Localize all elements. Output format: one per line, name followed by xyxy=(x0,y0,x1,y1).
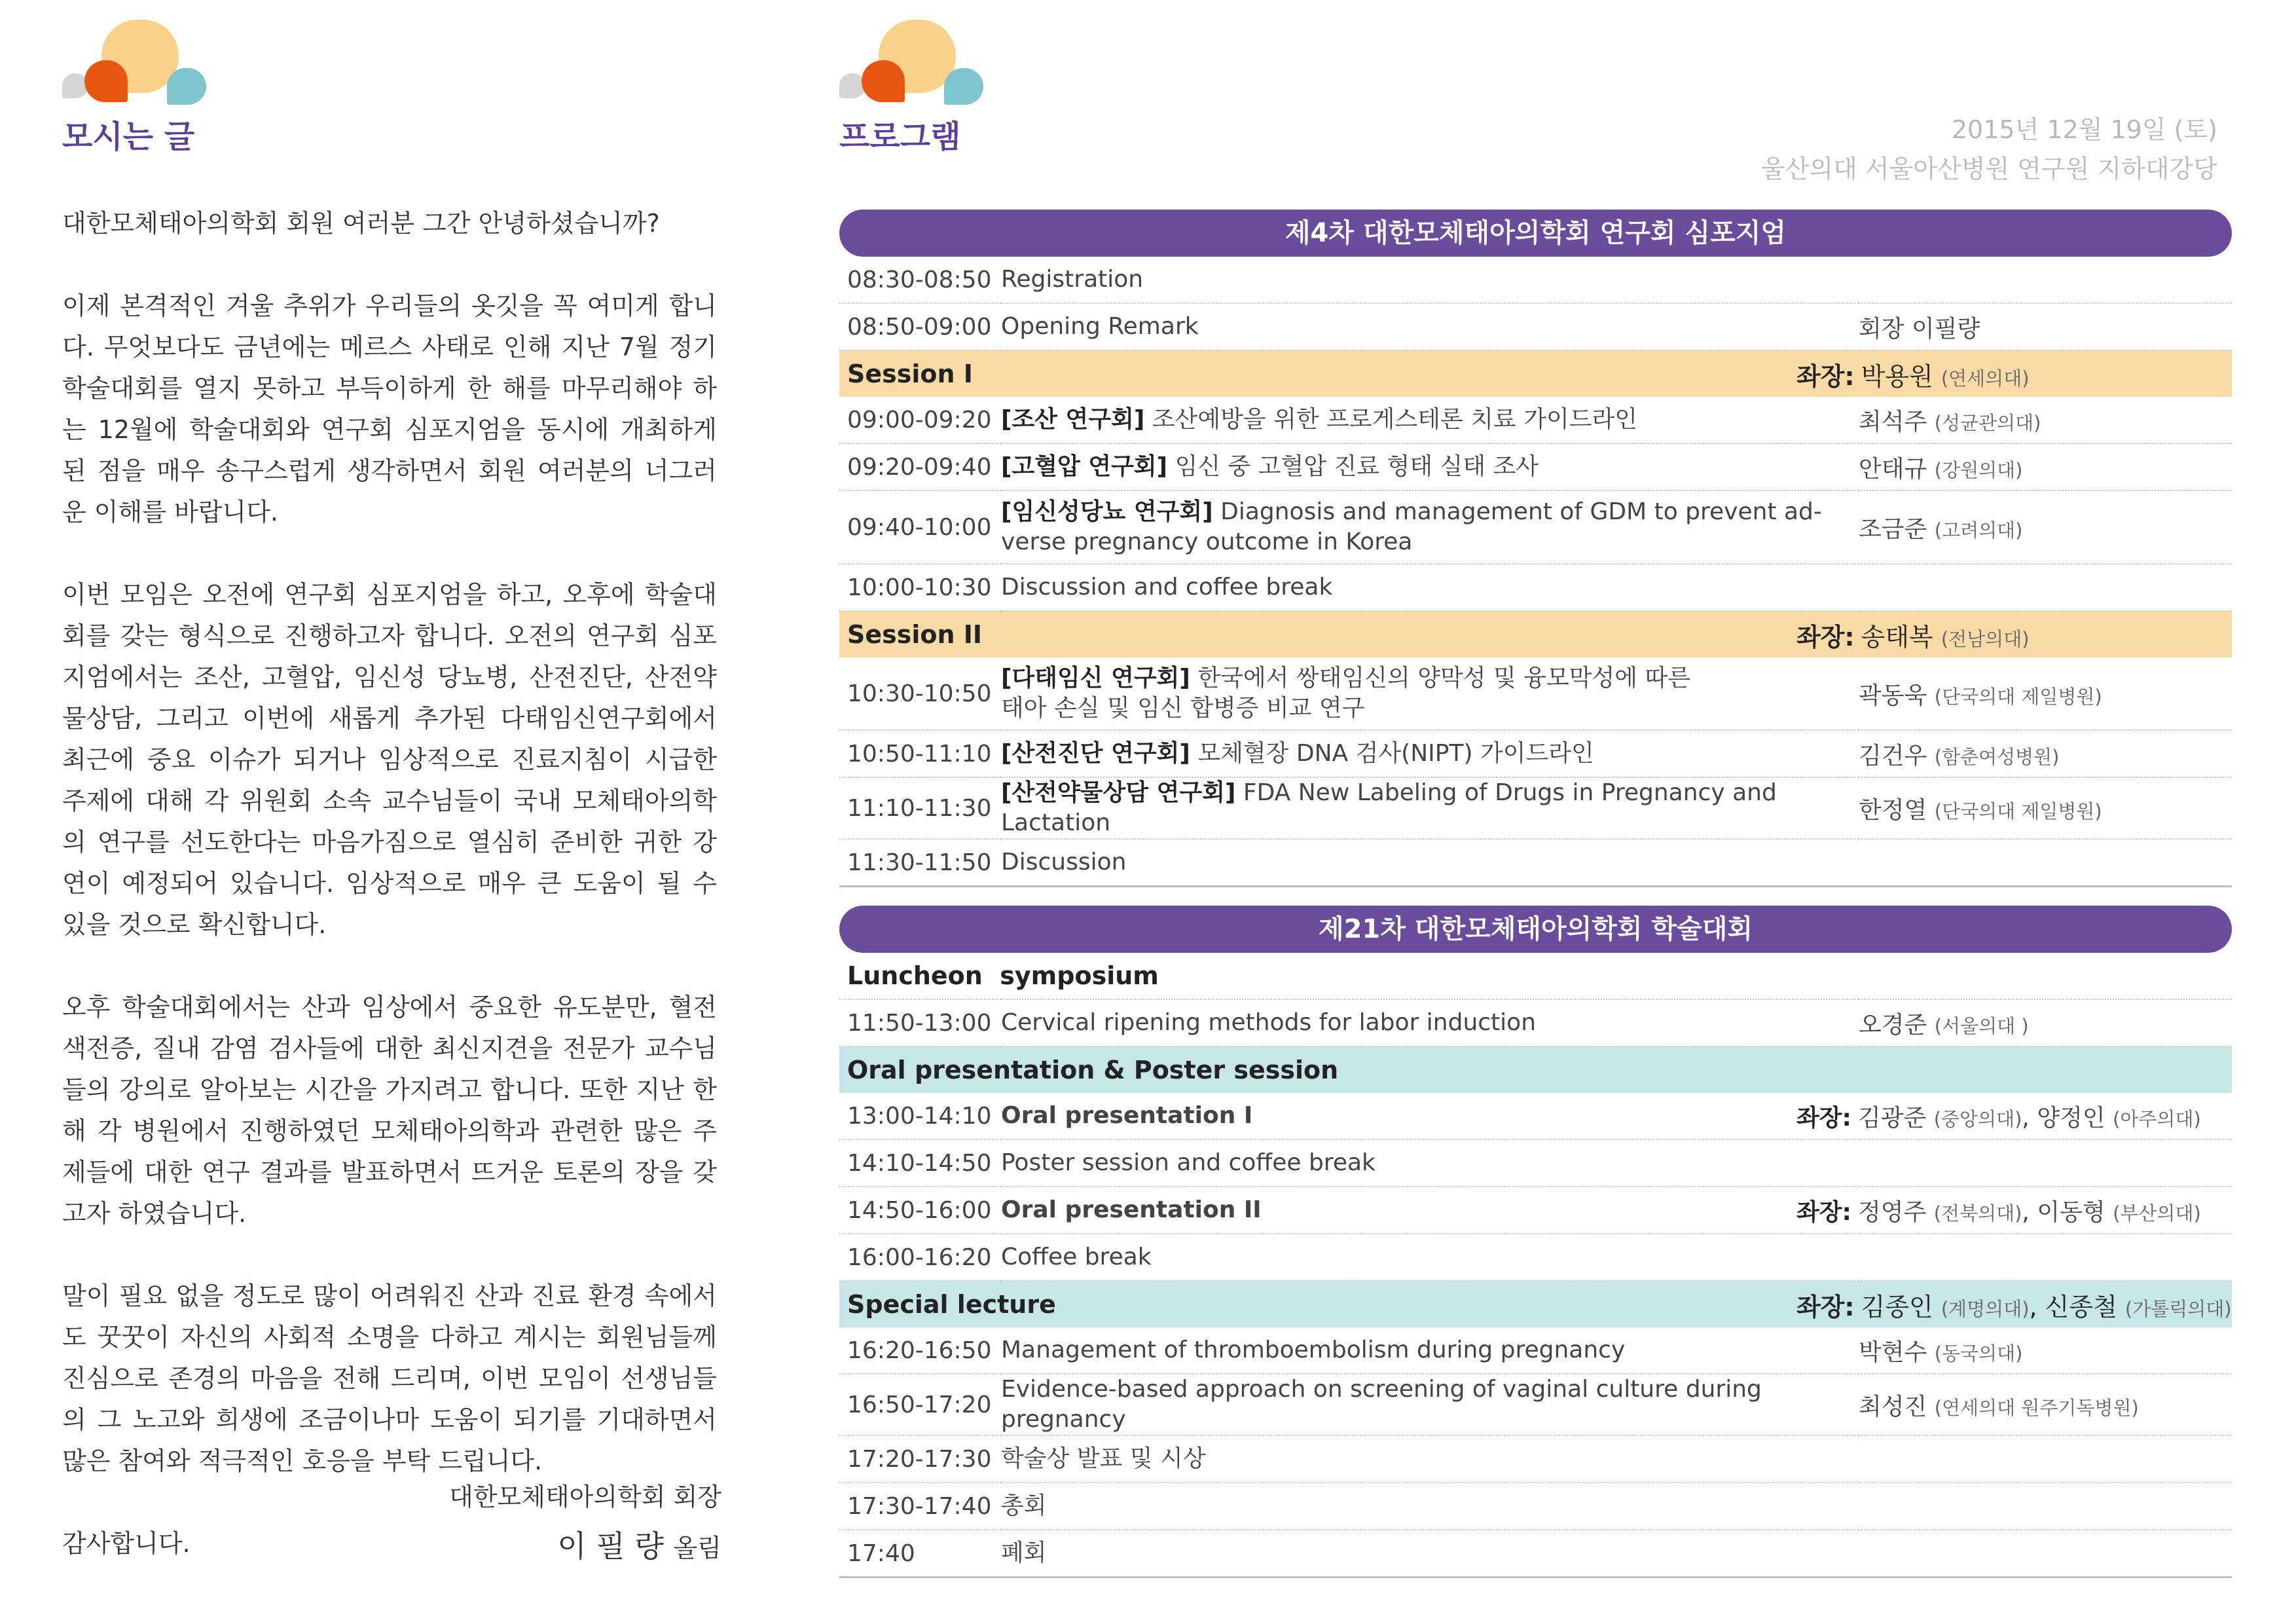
session-name: Special lecture xyxy=(839,1281,1859,1327)
time-cell: 11:30-11:50 xyxy=(839,839,1001,887)
table-row xyxy=(839,1093,2232,1139)
title-cell: Management of thromboembolism during pregnancy xyxy=(1001,1327,1859,1374)
greeting: 대한모체태아의학회 회원 여러분 그간 안녕하셨습니까? xyxy=(62,209,660,238)
session-header xyxy=(839,1281,2232,1327)
chair-name: 양정인 xyxy=(2037,1104,2105,1132)
speaker-cell xyxy=(1859,1139,2232,1187)
research-group-tag: [고혈압 연구회] xyxy=(1001,453,1168,480)
speaker-affiliation: (강원의대) xyxy=(1934,458,2023,481)
title-cell xyxy=(1001,490,1859,564)
title-cell: Coffee break xyxy=(1001,1234,1859,1281)
time-cell: 16:20-16:50 xyxy=(839,1327,1001,1374)
speaker-cell xyxy=(1859,257,2232,303)
speaker-affiliation: (동국의대) xyxy=(1934,1342,2023,1365)
title-cell: Discussion xyxy=(1001,839,1859,887)
time-cell: 14:50-16:00 xyxy=(839,1187,1001,1234)
speaker-cell xyxy=(1859,839,2232,887)
talk-title: 모체혈장 DNA 검사(NIPT) 가이드라인 xyxy=(1197,740,1594,767)
speaker-affiliation: (서울의대 ) xyxy=(1934,1014,2029,1037)
speaker-cell xyxy=(1859,657,2232,730)
invitation-letter xyxy=(62,203,717,1602)
time-cell: 10:00-10:30 xyxy=(839,564,1001,611)
session-name: Luncheon symposium xyxy=(839,953,2232,999)
session-name: Session I xyxy=(839,350,1859,397)
talk-title: FDA New Labeling of Drugs in Pregnancy and Lactation xyxy=(1001,779,1777,836)
section-title-invitation: 모시는 글 xyxy=(62,119,195,155)
talk-title: 조산예방을 위한 프로게스테론 치료 가이드라인 xyxy=(1152,406,1638,433)
time-cell: 16:00-16:20 xyxy=(839,1234,1001,1281)
chair-label: 좌장: xyxy=(1796,1198,1851,1226)
time-cell: 11:10-11:30 xyxy=(839,777,1001,839)
table-row xyxy=(839,1374,2232,1435)
talk-title: Diagnosis and management of GDM to prevent ad- xyxy=(1220,498,1822,525)
speaker-cell xyxy=(1859,999,2232,1046)
signature-suffix: 올림 xyxy=(673,1534,721,1562)
speaker-affiliation: (성균관의대) xyxy=(1934,411,2041,434)
time-cell: 14:10-14:50 xyxy=(839,1139,1001,1187)
chair-name: 이동형 xyxy=(2037,1198,2105,1226)
time-cell: 17:20-17:30 xyxy=(839,1435,1001,1483)
title-cell: Poster session and coffee break xyxy=(1001,1139,1859,1187)
speaker-name: 최석주 xyxy=(1859,408,1927,435)
chair-cell: 좌장: 정영주 (전북의대), 이동형 (부산의대) xyxy=(1859,1187,2232,1234)
signature-name: 이 필 량 xyxy=(557,1528,664,1564)
title-cell: Evidence-based approach on screening of vaginal culture during pregnancy xyxy=(1001,1374,1859,1435)
research-group-tag: [다태임신 연구회] xyxy=(1001,665,1190,692)
title-cell: Registration xyxy=(1001,257,1859,303)
chair-label: 좌장: xyxy=(1796,1292,1855,1321)
title-cell: Oral presentation II xyxy=(1001,1187,1859,1234)
time-cell: 09:40-10:00 xyxy=(839,490,1001,564)
speaker-affiliation: (함춘여성병원) xyxy=(1934,745,2060,768)
speaker-affiliation: (고려의대) xyxy=(1934,519,2023,542)
time-cell: 10:30-10:50 xyxy=(839,657,1001,730)
chair-name: 정영주 xyxy=(1857,1198,1927,1226)
chair-name: 신종철 xyxy=(2045,1292,2117,1321)
time-cell: 09:00-09:20 xyxy=(839,397,1001,443)
table-row xyxy=(839,564,2232,611)
conference-table xyxy=(839,953,2232,1578)
title-cell: Oral presentation I xyxy=(1001,1093,1859,1139)
time-cell: 10:50-11:10 xyxy=(839,730,1001,777)
time-cell: 09:20-09:40 xyxy=(839,443,1001,490)
title-cell xyxy=(1001,657,1859,730)
session-header xyxy=(839,1046,2232,1093)
chair-affiliation: (계명의대) xyxy=(1941,1297,2030,1320)
chair-name: 김광준 xyxy=(1857,1104,1927,1132)
paragraph: 말이 필요 없을 정도로 많이 어려워진 산과 진료 환경 속에서도 꿋꿋이 자신의 사회적 소명을 다하고 계시는 회원님들께 진심으로 존경의 마음을 전해 드리며, 이번 모임이 선생님들의 그 노고와 희생에 조금이나마 도움이 되기를 기대하면서 많은 참여와 적극적인 호응을 부탁 드립니다. xyxy=(62,1282,717,1475)
chair-label: 좌장: xyxy=(1796,361,1855,391)
table-row xyxy=(839,839,2232,887)
title-cell xyxy=(1001,730,1859,777)
speech-bubble-logo-icon xyxy=(62,14,219,106)
title-cell: 폐회 xyxy=(1001,1530,1859,1578)
speech-bubble-logo-icon xyxy=(839,14,996,106)
speaker-cell xyxy=(1859,1234,2232,1281)
speaker-name: 오경준 xyxy=(1859,1011,1927,1039)
session-name: Oral presentation & Poster session xyxy=(839,1046,2232,1093)
chair-affiliation: (전북의대) xyxy=(1933,1202,2022,1225)
session-header xyxy=(839,953,2232,999)
table-row xyxy=(839,657,2232,730)
table-row xyxy=(839,443,2232,490)
speaker-name: 곽동욱 xyxy=(1859,682,1927,709)
session-chair: 좌장: 김종인 (계명의대), 신종철 (가톨릭의대) xyxy=(1859,1281,2232,1327)
chair-name: 박용원 xyxy=(1861,361,1933,391)
title-cell xyxy=(1001,443,1859,490)
chair-affiliation: (가톨릭의대) xyxy=(2124,1297,2232,1320)
chair-name: 김종인 xyxy=(1861,1292,1933,1321)
chair-label: 좌장: xyxy=(1796,1104,1851,1132)
table-row xyxy=(839,777,2232,839)
chair-affiliation: (연세의대) xyxy=(1941,367,2030,390)
speaker-name: 박현수 xyxy=(1859,1338,1927,1366)
speaker-name: 안태규 xyxy=(1859,455,1927,483)
table-row xyxy=(839,1234,2232,1281)
speaker-cell xyxy=(1859,1435,2232,1483)
time-cell: 08:30-08:50 xyxy=(839,257,1001,303)
talk-title-cont: verse pregnancy outcome in Korea xyxy=(1001,528,1413,555)
speaker-cell xyxy=(1859,490,2232,564)
speaker-cell xyxy=(1859,777,2232,839)
speaker-affiliation: (연세의대 원주기독병원) xyxy=(1934,1396,2139,1419)
session-chair xyxy=(1796,611,2232,657)
session-header xyxy=(839,611,2232,657)
table-row xyxy=(839,397,2232,443)
chair-cell: 좌장: 김광준 (중앙의대), 양정인 (아주의대) xyxy=(1859,1093,2232,1139)
signature-org: 대한모체태아의학회 회장 xyxy=(449,1483,721,1511)
time-cell: 11:50-13:00 xyxy=(839,999,1001,1046)
time-cell: 13:00-14:10 xyxy=(839,1093,1001,1139)
session-header xyxy=(839,350,2232,397)
session-name: Session II xyxy=(839,611,1859,657)
speaker-affiliation: (단국의대 제일병원) xyxy=(1934,685,2102,708)
symposium-table xyxy=(839,257,2232,887)
title-cell: Cervical ripening methods for labor induction xyxy=(1001,999,1859,1046)
speaker-cell xyxy=(1859,397,2232,443)
talk-title: 임신 중 고혈압 진료 형태 실태 조사 xyxy=(1175,453,1539,480)
time-cell: 16:50-17:20 xyxy=(839,1374,1001,1435)
table-row xyxy=(839,1327,2232,1374)
chair-affiliation: (전남의대) xyxy=(1941,627,2030,650)
research-group-tag: [임신성당뇨 연구회] xyxy=(1001,498,1213,525)
table-row xyxy=(839,1435,2232,1483)
chair-name: 송태복 xyxy=(1861,622,1933,652)
title-cell: 총회 xyxy=(1001,1483,1859,1530)
speaker-cell: 회장 이필량 xyxy=(1859,303,2232,350)
table-row xyxy=(839,999,2232,1046)
time-cell: 17:40 xyxy=(839,1530,1001,1578)
chair-affiliation: (부산의대) xyxy=(2113,1202,2201,1225)
event-venue: 울산의대 서울아산병원 연구원 지하대강당 xyxy=(1761,155,2217,183)
research-group-tag: [산전약물상담 연구회] xyxy=(1001,779,1236,806)
paragraph: 오후 학술대회에서는 산과 임상에서 중요한 유도분만, 혈전색전증, 질내 감염 검사들에 대한 최신지견을 전문가 교수님들의 강의로 알아보는 시간을 가지려고 합니다. 또한 지난 한해 각 병원에서 진행하였던 모체태아의학과 관련한 많은 주제들에 대한 연구 결과를 발표하면서 뜨거운 토론의 장을 갖고자 하였습니다. xyxy=(62,993,717,1228)
speaker-name: 조금준 xyxy=(1859,515,1927,543)
table-row xyxy=(839,1530,2232,1578)
speaker-cell xyxy=(1859,564,2232,611)
title-cell: 학술상 발표 및 시상 xyxy=(1001,1435,1859,1483)
table-row xyxy=(839,303,2232,350)
paragraph: 이번 모임은 오전에 연구회 심포지엄을 하고, 오후에 학술대회를 갖는 형식으로 진행하고자 합니다. 오전의 연구회 심포지엄에서는 조산, 고혈압, 임신성 당뇨병, 산전진단, 산전약물상담, 그리고 이번에 새롭게 추가된 다태임신연구회에서 최근에 중요 이슈가 되거나 임상적으로 진료지침이 시급한 주제에 대해 각 위원회 소속 교수님들이 국내 모체태아의학의 연구를 선도한다는 마음가짐으로 열심히 준비한 귀한 강연이 예정되어 있습니다. 임상적으로 매우 큰 도움이 될 수 있을 것으로 확신합니다. xyxy=(62,580,717,939)
title-cell: Discussion and coffee break xyxy=(1001,564,1859,611)
signature xyxy=(557,1522,721,1566)
table-row xyxy=(839,1187,2232,1234)
speaker-name: 김건우 xyxy=(1859,742,1927,769)
speaker-affiliation: (단국의대 제일병원) xyxy=(1934,800,2102,822)
paragraph: 이제 본격적인 겨울 추위가 우리들의 옷깃을 꼭 여미게 합니다. 무엇보다도 금년에는 메르스 사태로 인해 지난 7월 정기 학술대회를 열지 못하고 부득이하게 한 해를 마무리해야 하는 12월에 학술대회와 연구회 심포지엄을 동시에 개최하게 된 점을 매우 송구스럽게 생각하면서 회원 여러분의 너그러운 이해를 바랍니다. xyxy=(62,291,717,526)
session-chair xyxy=(1796,350,2232,397)
chair-label: 좌장: xyxy=(1796,622,1855,652)
table-row xyxy=(839,257,2232,303)
table-row xyxy=(839,1139,2232,1187)
symposium-banner: 제4차 대한모체태아의학회 연구회 심포지엄 xyxy=(839,210,2232,257)
time-cell: 17:30-17:40 xyxy=(839,1483,1001,1530)
speaker-cell xyxy=(1859,443,2232,490)
chair-affiliation: (아주의대) xyxy=(2113,1107,2201,1130)
talk-title-cont: 태아 손실 및 임신 합병증 비교 연구 xyxy=(1001,695,1365,722)
event-date: 2015년 12월 19일 (토) xyxy=(1951,115,2217,144)
speaker-cell xyxy=(1859,730,2232,777)
conference-banner: 제21차 대한모체태아의학회 학술대회 xyxy=(839,906,2232,953)
speaker-cell xyxy=(1859,1374,2232,1435)
speaker-cell xyxy=(1859,1483,2232,1530)
research-group-tag: [산전진단 연구회] xyxy=(1001,740,1190,767)
chair-affiliation: (중앙의대) xyxy=(1933,1107,2022,1130)
speaker-name: 최성진 xyxy=(1859,1393,1927,1420)
title-cell: Opening Remark xyxy=(1001,303,1859,350)
research-group-tag: [조산 연구회] xyxy=(1001,406,1145,433)
table-row xyxy=(839,490,2232,564)
speaker-name: 한정열 xyxy=(1859,796,1927,824)
title-cell xyxy=(1001,397,1859,443)
table-row xyxy=(839,1483,2232,1530)
table-row xyxy=(839,730,2232,777)
thanks: 감사합니다. xyxy=(62,1529,191,1558)
title-cell xyxy=(1001,777,1859,839)
talk-title: 한국에서 쌍태임신의 양막성 및 융모막성에 따른 xyxy=(1197,665,1691,692)
event-date-venue xyxy=(1761,110,2217,189)
speaker-cell xyxy=(1859,1530,2232,1578)
speaker-cell xyxy=(1859,1327,2232,1374)
section-title-program: 프로그램 xyxy=(839,119,961,155)
time-cell: 08:50-09:00 xyxy=(839,303,1001,350)
